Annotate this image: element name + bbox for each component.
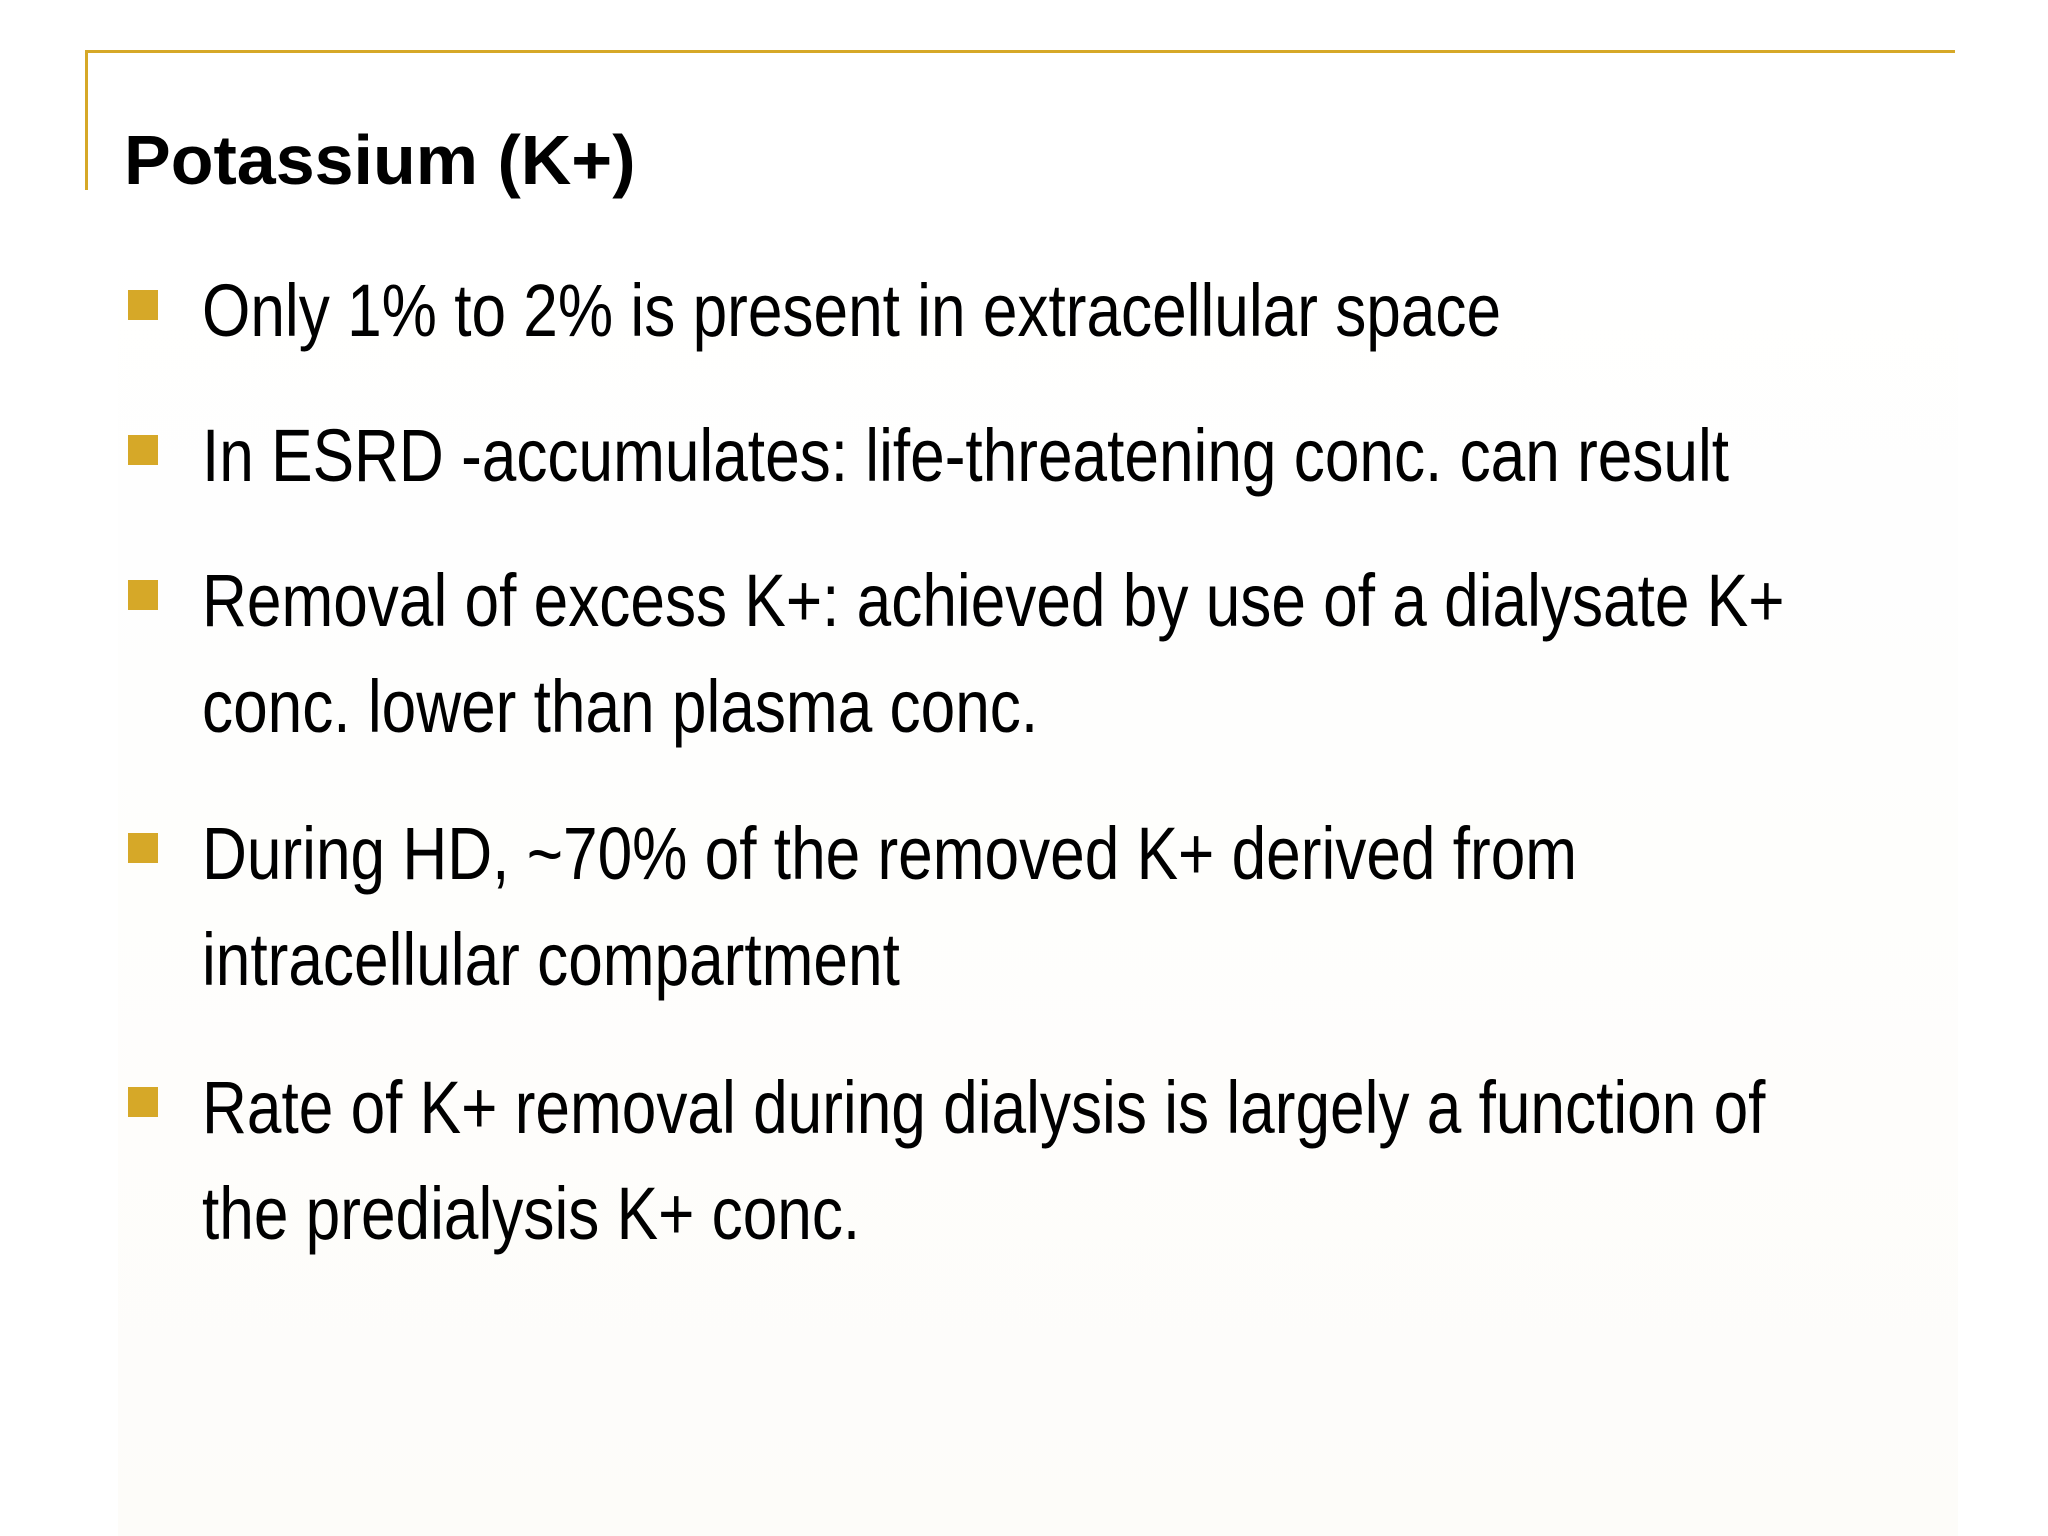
slide-title: Potassium (K+) [124, 121, 636, 199]
bullet-text [202, 801, 1647, 1013]
bullet-line: Only 1% to 2% is present in extracellular space [202, 269, 1502, 352]
bullet-line: conc. lower than plasma conc. [202, 665, 1039, 748]
bullet-line: Rate of K+ removal during dialysis is largely a function of [202, 1066, 1766, 1149]
square-bullet-icon [128, 435, 158, 465]
square-bullet-icon [128, 833, 158, 863]
bullet-line: intracellular compartment [202, 918, 900, 1001]
bullet-line: Removal of excess K+: achieved by use of a dialysate K+ [202, 559, 1785, 642]
bullet-line: In ESRD -accumulates: life-threatening conc. can result [202, 414, 1730, 497]
square-bullet-icon [128, 290, 158, 320]
bullet-text [202, 258, 1647, 364]
bullet-line: the predialysis K+ conc. [202, 1172, 861, 1255]
square-bullet-icon [128, 580, 158, 610]
bullet-line: During HD, ~70% of the removed K+ derived from [202, 812, 1578, 895]
bullet-text [202, 548, 1785, 760]
bullet-text [202, 1055, 1766, 1267]
bullet-text [202, 403, 1730, 509]
square-bullet-icon [128, 1087, 158, 1117]
